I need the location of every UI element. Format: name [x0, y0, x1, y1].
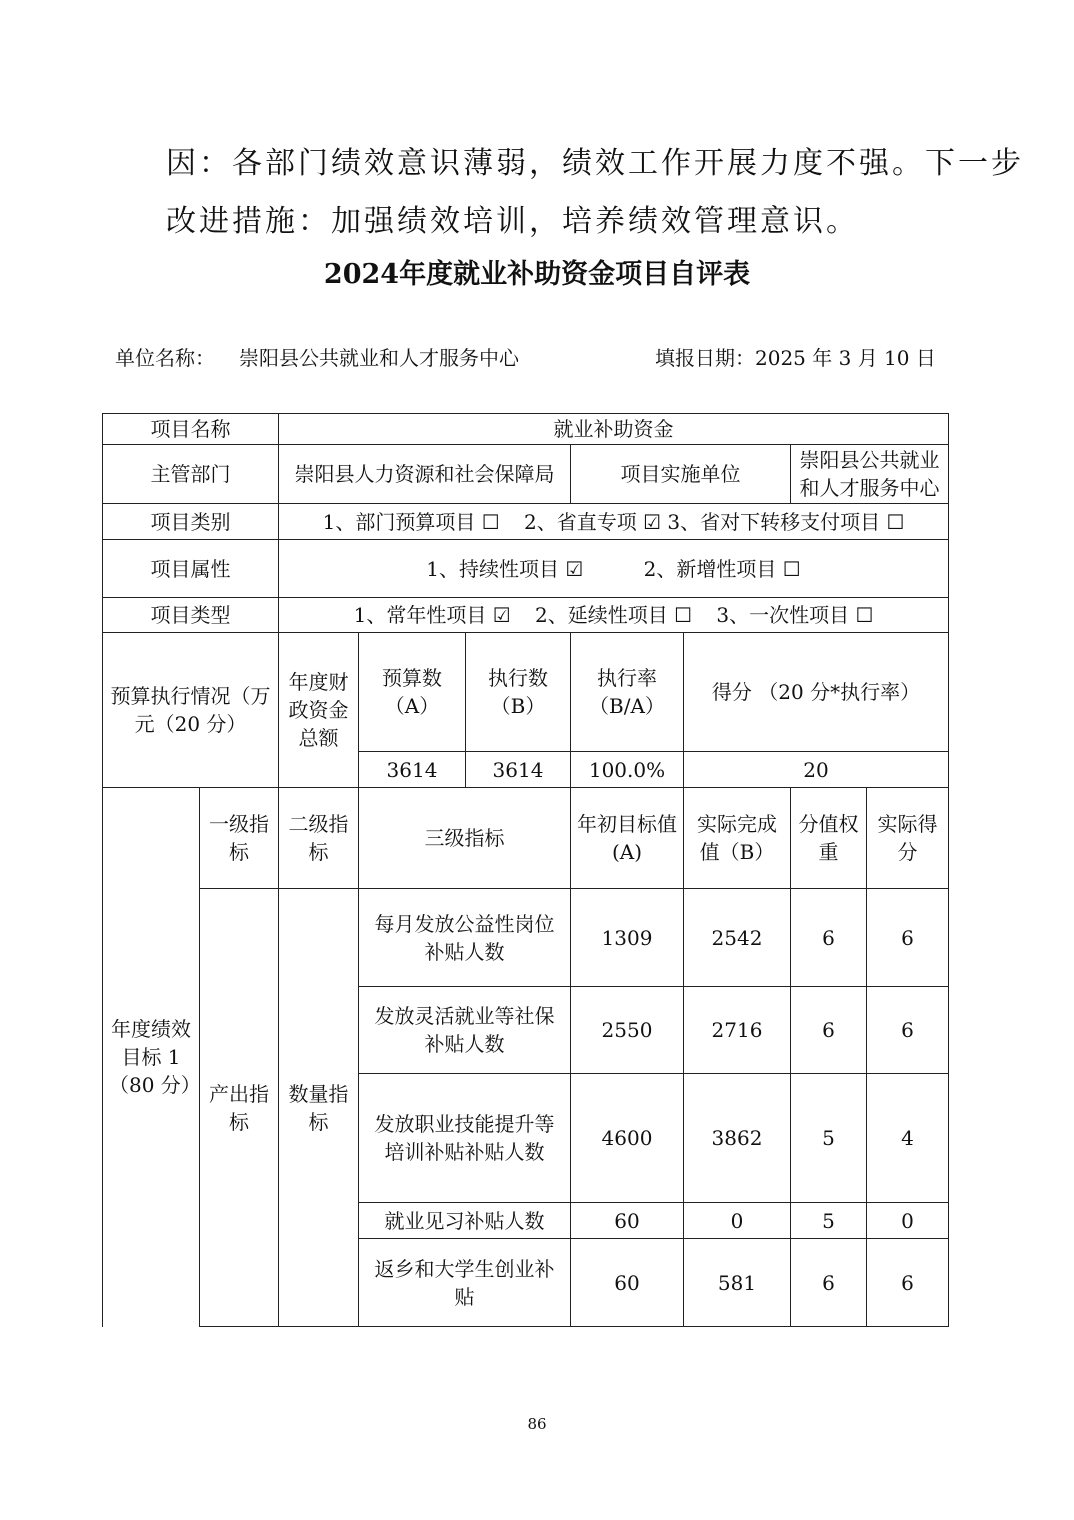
- checkbox-empty-icon: ☐: [855, 603, 874, 627]
- indicator-actual: 581: [684, 1239, 791, 1327]
- indicator-weight: 5: [791, 1203, 867, 1239]
- page-title: 2024年度就业补助资金项目自评表: [323, 259, 751, 290]
- indicator-target: 60: [571, 1203, 684, 1239]
- score-value: 20: [684, 752, 949, 788]
- indicator-weight: 6: [791, 889, 867, 987]
- checkbox-empty-icon: ☐: [782, 556, 801, 581]
- checkbox-empty-icon: ☐: [481, 509, 500, 534]
- checkbox-checked-icon: ☑: [492, 603, 511, 627]
- fill-date-value: 2025 年 3 月 10 日: [755, 346, 936, 370]
- row-project-name: [103, 414, 949, 445]
- type-option-2: 2、延续性项目: [534, 603, 668, 627]
- indicator-name: 发放灵活就业等社保补贴人数: [359, 987, 571, 1074]
- indicator-target: 1309: [571, 889, 684, 987]
- level1-value: 产出指标: [200, 889, 279, 1327]
- indicator-actual: 2716: [684, 987, 791, 1074]
- indicator-score: 0: [867, 1203, 949, 1239]
- indicator-score: 4: [867, 1074, 949, 1203]
- col-score-header: 实际得分: [867, 788, 949, 889]
- indicator-target: 2550: [571, 987, 684, 1074]
- dept-label: 主管部门: [103, 445, 279, 504]
- exec-count-value: 3614: [466, 752, 571, 788]
- type-option-1: 1、常年性项目: [353, 603, 487, 627]
- paragraph-line-2: 改进措施：加强绩效培训，培养绩效管理意识。: [166, 204, 859, 239]
- row-attribute: [103, 540, 949, 598]
- type-option-3: 3、一次性项目: [716, 603, 850, 627]
- indicator-name: 就业见习补贴人数: [359, 1203, 571, 1239]
- self-evaluation-table: [102, 413, 949, 1327]
- checkbox-checked-icon: ☑: [565, 556, 584, 581]
- checkbox-empty-icon: ☐: [674, 603, 693, 627]
- attribute-option-1: 1、持续性项目: [426, 556, 560, 581]
- category-option-2: 2、省直专项: [523, 509, 637, 534]
- type-options: [279, 598, 949, 633]
- indicator-weight: 5: [791, 1074, 867, 1203]
- row-budget-header: [103, 633, 949, 752]
- indicator-weight: 6: [791, 1239, 867, 1327]
- indicator-target: 4600: [571, 1074, 684, 1203]
- indicator-score: 6: [867, 987, 949, 1074]
- col-level1-header: 一级指标: [200, 788, 279, 889]
- unit-name-label: 单位名称：: [115, 346, 215, 370]
- budget-count-value: 3614: [359, 752, 466, 788]
- exec-rate-value: 100.0%: [571, 752, 684, 788]
- row-department: [103, 445, 949, 504]
- table-row: [103, 889, 949, 987]
- attribute-option-2: 2、新增性项目: [643, 556, 777, 581]
- checkbox-checked-icon: ☑: [643, 509, 662, 534]
- fill-date-label: 填报日期：: [655, 346, 755, 370]
- impl-unit-value: 崇阳县公共就业和人才服务中心: [791, 445, 949, 504]
- fill-date: [655, 342, 936, 371]
- indicator-name: 每月发放公益性岗位补贴人数: [359, 889, 571, 987]
- checkbox-empty-icon: ☐: [886, 509, 905, 534]
- category-option-1: 1、部门预算项目: [322, 509, 476, 534]
- category-option-3: 3、省对下转移支付项目: [667, 509, 881, 534]
- indicator-target: 60: [571, 1239, 684, 1327]
- project-name-value: 就业补助资金: [279, 414, 949, 445]
- score-label: 得分 （20 分*执行率）: [684, 633, 949, 752]
- impl-unit-label: 项目实施单位: [571, 445, 791, 504]
- exec-rate-label: 执行率（B/A）: [571, 633, 684, 752]
- page-number: 86: [527, 1415, 547, 1433]
- col-level2-header: 二级指标: [279, 788, 359, 889]
- col-actual-header: 实际完成值（B）: [684, 788, 791, 889]
- row-category: [103, 504, 949, 540]
- goal-label: 年度绩效目标 1（80 分）: [103, 788, 200, 1327]
- level2-value: 数量指标: [279, 889, 359, 1327]
- indicator-score: 6: [867, 889, 949, 987]
- attribute-options: [279, 540, 949, 598]
- indicator-actual: 0: [684, 1203, 791, 1239]
- budget-label: 预算执行情况（万元（20 分）: [103, 633, 279, 788]
- category-label: 项目类别: [103, 504, 279, 540]
- indicator-score: 6: [867, 1239, 949, 1327]
- indicator-actual: 3862: [684, 1074, 791, 1203]
- unit-name: [115, 342, 519, 371]
- budget-count-label: 预算数（A）: [359, 633, 466, 752]
- category-options: [279, 504, 949, 540]
- paragraph-line-1: 因：各部门绩效意识薄弱，绩效工作开展力度不强。下一步: [166, 146, 1024, 181]
- exec-count-label: 执行数（B）: [466, 633, 571, 752]
- dept-value: 崇阳县人力资源和社会保障局: [279, 445, 571, 504]
- col-level3-header: 三级指标: [359, 788, 571, 889]
- type-label: 项目类型: [103, 598, 279, 633]
- indicator-actual: 2542: [684, 889, 791, 987]
- unit-name-value: 崇阳县公共就业和人才服务中心: [239, 346, 519, 370]
- attribute-label: 项目属性: [103, 540, 279, 598]
- col-target-header: 年初目标值(A): [571, 788, 684, 889]
- row-indicator-header: [103, 788, 949, 889]
- indicator-weight: 6: [791, 987, 867, 1074]
- indicator-name: 发放职业技能提升等培训补贴补贴人数: [359, 1074, 571, 1203]
- project-name-label: 项目名称: [103, 414, 279, 445]
- row-type: [103, 598, 949, 633]
- indicator-name: 返乡和大学生创业补贴: [359, 1239, 571, 1327]
- fund-total-label: 年度财政资金总额: [279, 633, 359, 788]
- col-weight-header: 分值权重: [791, 788, 867, 889]
